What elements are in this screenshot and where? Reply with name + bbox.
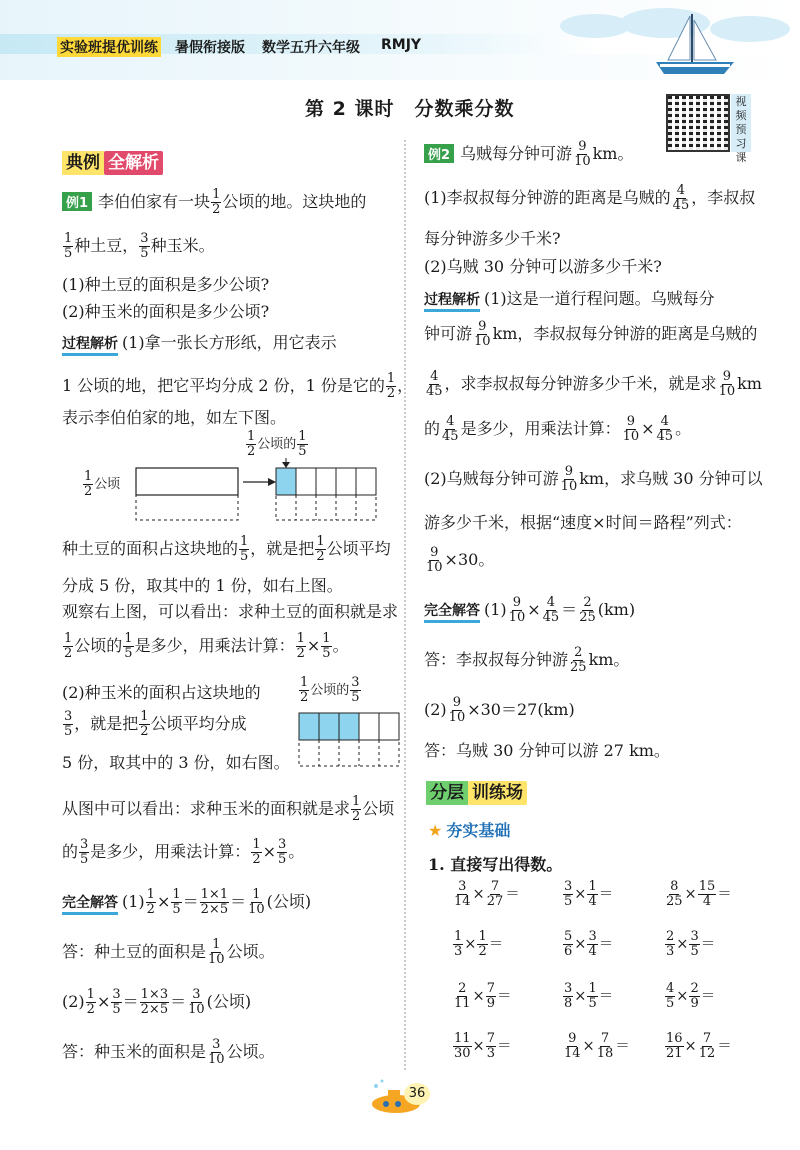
qr-label: 视 频 预 习 课 [731, 94, 751, 152]
edition-label: 暑假衔接版 [175, 40, 245, 56]
process-line2: 1 公顷的地，把它平均分成 2 份，1 份是它的 $\frac{1}{2}$ ， [62, 371, 414, 401]
example1-tag: 例1 [62, 192, 92, 211]
basics-heading: ★ 夯实基础 [428, 821, 511, 840]
answer-line4: 答：种玉米的面积是 $\frac{3}{10}$ 公顷。 [62, 1037, 275, 1067]
example1-line1: 例1 李伯伯家有一块 $\frac{1}{2}$ 公顷的地。这块地的 [62, 188, 366, 217]
r-question-1: (1)李叔叔每分钟游的距离是乌贼的 $\frac{4}{45}$ ，李叔叔 [424, 183, 756, 213]
land-division-figure [80, 430, 405, 525]
page-title: 第 2 课时 分数乘分数 [305, 98, 515, 120]
r-process-line4: 的 $\frac{4}{45}$ 是多少，用乘法计算： $\frac{9}{10}$ × $\frac{4}{45}$ 。 [424, 414, 692, 444]
r-answer-label: 完全解答 [424, 600, 480, 623]
star-icon: ★ [428, 821, 443, 840]
exercise-item: $\frac{16}{21}$ × $\frac{7}{12}$ ＝ [666, 1031, 732, 1061]
exercise-item: $\frac{3}{5}$ × $\frac{1}{4}$ ＝ [564, 879, 614, 909]
r-answer-line1: 完全解答 (1) $\frac{9}{10}$ × $\frac{4}{45}$ ＝ $\frac{2}{25}$ (km) [424, 595, 636, 625]
process-line10: 5 份，取其中的 3 份，如右图。 [62, 753, 290, 772]
answer-label: 完全解答 [62, 892, 118, 915]
r-process-line3: $\frac{4}{45}$ ，求李叔叔每分钟游多少千米，就是求 $\frac{9}{10}$ km [426, 369, 762, 399]
r-process-label: 过程解析 [424, 289, 480, 312]
example1-line2: $\frac{1}{5}$ 种土豆， $\frac{3}{5}$ 种玉米。 [64, 231, 215, 261]
column-divider [404, 140, 406, 1070]
exercise-item: $\frac{9}{14}$ × $\frac{7}{18}$ ＝ [564, 1031, 630, 1061]
exercise-item: $\frac{2}{11}$ × $\frac{7}{9}$ ＝ [454, 981, 512, 1011]
question-2: (2)种玉米的面积是多少公顷? [62, 302, 270, 321]
r-process-line7: $\frac{9}{10}$ ×30。 [426, 545, 495, 575]
question-1: (1)种土豆的面积是多少公顷? [62, 275, 270, 294]
brand-label: 实验班提优训练 [57, 37, 161, 57]
example2-tag: 例2 [424, 144, 454, 163]
r-question-2: (2)乌贼 30 分钟可以游多少千米? [424, 257, 662, 276]
page-number: 36 [404, 1083, 430, 1105]
r-question-1b: 每分钟游多少千米? [424, 229, 561, 248]
process-line7: $\frac{1}{2}$ 公顷的 $\frac{1}{5}$ 是多少，用乘法计算： $\frac{1}{2}$ × $\frac{1}{5}$ 。 [64, 631, 349, 661]
cloud-decoration [560, 14, 630, 38]
answer-line2: 答：种土豆的面积是 $\frac{1}{10}$ 公顷。 [62, 937, 275, 967]
exercise-item: $\frac{8}{25}$ × $\frac{15}{4}$ ＝ [666, 879, 732, 909]
process-line11: 从图中可以看出：求种玉米的面积就是求 $\frac{1}{2}$ 公顷 [62, 794, 395, 824]
corn-area-figure [298, 712, 400, 768]
fig2-top-label: $\frac{1}{2}$ 公顷的 $\frac{3}{5}$ [300, 675, 360, 705]
exercise-item: $\frac{11}{30}$ × $\frac{7}{3}$ ＝ [454, 1031, 512, 1061]
exercise-question: 1. 直接写出得数。 [428, 855, 563, 874]
fig1-top-label: $\frac{1}{2}$ 公顷的 $\frac{1}{5}$ [247, 429, 307, 459]
r-answer-line2: 答：李叔叔每分钟游 $\frac{2}{25}$ km。 [424, 645, 630, 675]
process-line9: $\frac{3}{5}$ ，就是把 $\frac{1}{2}$ 公顷平均分成 [64, 709, 247, 739]
exercise-item: $\frac{5}{6}$ × $\frac{3}{4}$ ＝ [564, 929, 614, 959]
version-label: RMJY [381, 37, 422, 53]
section-header-example: 典例 全解析 [62, 148, 163, 173]
subject-label: 数学五升六年级 [262, 40, 360, 56]
section-header-practice: 分层 训练场 [426, 778, 527, 803]
fig1-left-label: $\frac{1}{2}$ 公顷 [84, 469, 121, 499]
process-line3: 表示李伯伯家的地，如左下图。 [62, 408, 287, 427]
exercise-item: $\frac{4}{5}$ × $\frac{2}{9}$ ＝ [666, 981, 716, 1011]
process-line1: 过程解析 (1)拿一张长方形纸，用它表示 [62, 330, 337, 356]
process-line4: 种土豆的面积占这块地的 $\frac{1}{5}$ ，就是把 $\frac{1}{2}$ 公顷平均 [62, 534, 391, 564]
page-header [0, 0, 800, 80]
answer-line1: 完全解答 (1) $\frac{1}{2}$ × $\frac{1}{5}$ ＝ $\frac{1\times 1}{2\times 5}$ ＝ $\frac{1}{10}$ (公顷) [62, 887, 312, 917]
process-line6: 观察右上图，可以看出：求种土豆的面积就是求 [62, 602, 399, 621]
process-line8: (2)种玉米的面积占这块地的 [62, 683, 261, 702]
process-line5: 分成 5 份，取其中的 1 份，如右上图。 [62, 576, 343, 595]
exercise-item: $\frac{3}{14}$ × $\frac{7}{27}$ ＝ [454, 879, 520, 909]
exercise-item: $\frac{3}{8}$ × $\frac{1}{5}$ ＝ [564, 981, 614, 1011]
r-process-line1: 过程解析 (1)这是一道行程问题。乌贼每分 [424, 286, 715, 312]
r-process-line2: 钟可游 $\frac{9}{10}$ km，李叔叔每分钟游的距离是乌贼的 [424, 319, 758, 349]
exercise-item: $\frac{1}{3}$ × $\frac{1}{2}$ ＝ [454, 929, 504, 959]
answer-line3: (2) $\frac{1}{2}$ × $\frac{3}{5}$ ＝ $\frac{1\times 3}{2\times 5}$ ＝ $\frac{3}{10}$ (公顷) [62, 987, 252, 1017]
sailboat-icon [650, 12, 740, 80]
r-answer-line3: (2) $\frac{9}{10}$ ×30＝27(km) [424, 695, 575, 725]
process-label: 过程解析 [62, 333, 118, 356]
qr-code[interactable] [666, 94, 730, 152]
example2-line: 例2 乌贼每分钟可游 $\frac{9}{10}$ km。 [424, 140, 633, 169]
exercise-item: $\frac{2}{3}$ × $\frac{3}{5}$ ＝ [666, 929, 716, 959]
r-process-line6: 游多少千米，根据“速度×时间＝路程”列式： [424, 513, 742, 532]
process-line12: 的 $\frac{3}{5}$ 是多少，用乘法计算： $\frac{1}{2}$ × $\frac{3}{5}$ 。 [62, 837, 305, 867]
r-answer-line4: 答：乌贼 30 分钟可以游 27 km。 [424, 741, 670, 760]
r-process-line5: (2)乌贼每分钟可游 $\frac{9}{10}$ km，求乌贼 30 分钟可以 [424, 464, 763, 494]
